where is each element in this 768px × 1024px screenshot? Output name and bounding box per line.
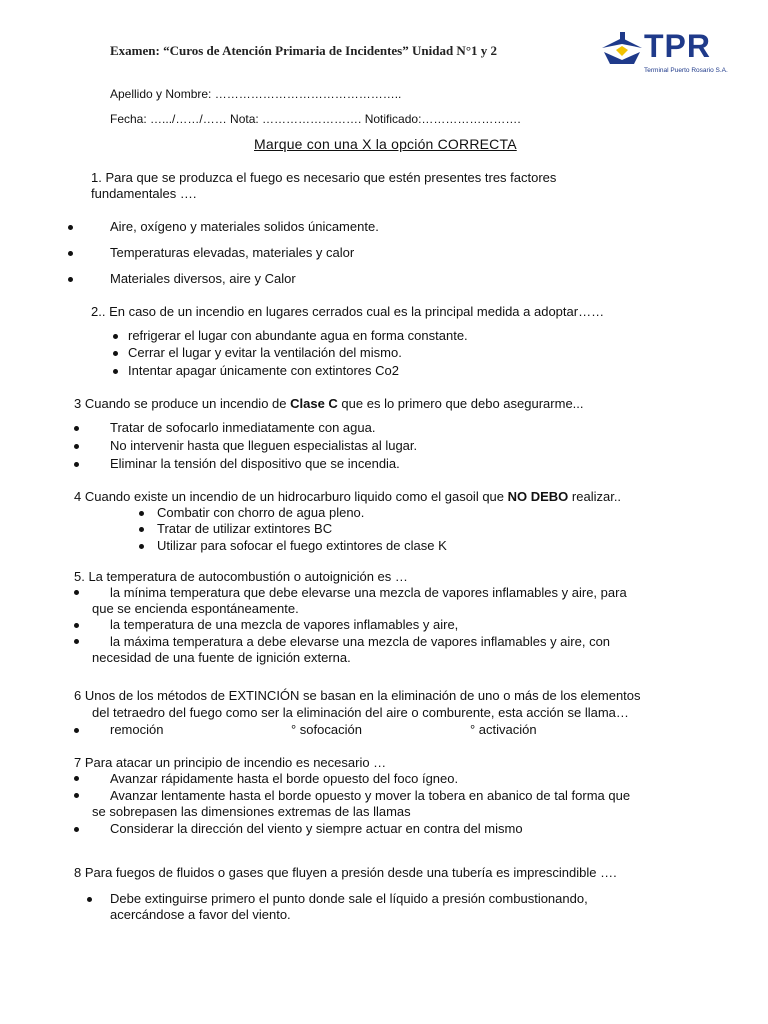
bullet-icon — [68, 251, 73, 256]
bullet-icon — [74, 793, 79, 798]
bullet-icon — [139, 527, 144, 532]
q1-opt-2: Temperaturas elevadas, materiales y calor — [110, 245, 355, 260]
q1-opt-1: Aire, oxígeno y materiales solidos únicamente. — [110, 219, 379, 234]
logo-wordmark: TPR — [644, 28, 711, 64]
q3-text — [74, 396, 584, 412]
bullet-icon — [74, 590, 79, 595]
instruction-title: Marque con una X la opción CORRECTA — [254, 136, 517, 152]
q3-text-bold: Clase C — [290, 396, 338, 411]
bullet-icon — [113, 334, 118, 339]
q4-text-pre: 4 Cuando existe un incendio de un hidrocarburo liquido como el gasoil que — [74, 489, 508, 504]
q5-opt-1-a: la mínima temperatura que debe elevarse una mezcla de vapores inflamables y aire, para — [110, 585, 627, 600]
bullet-icon — [139, 544, 144, 549]
q7-opt-2-a: Avanzar lentamente hasta el borde opuesto y mover la tobera en abanico de tal forma que — [110, 788, 631, 803]
bullet-icon — [74, 776, 79, 781]
tpr-logo — [598, 28, 728, 80]
q7-opt-2-b: se sobrepasen las dimensiones extremas de las llamas — [92, 804, 411, 819]
q6-text-b: del tetraedro del fuego como ser la eliminación del aire o comburente, esta acción se llama… — [92, 705, 629, 720]
q8-opt-1-b: acercándose a favor del viento. — [110, 907, 291, 922]
bullet-icon — [68, 277, 73, 282]
q4-text — [74, 489, 621, 505]
bullet-icon — [74, 623, 79, 628]
q4-opt-3: Utilizar para sofocar el fuego extintores de clase K — [157, 538, 447, 553]
q3-text-pre: 3 Cuando se produce un incendio de — [74, 396, 291, 411]
q5-text: 5. La temperatura de autocombustión o autoignición es … — [74, 569, 408, 584]
q2-text: 2.. En caso de un incendio en lugares cerrados cual es la principal medida a adoptar…… — [91, 304, 605, 319]
q4-text-bold: NO DEBO — [507, 489, 569, 504]
q8-text: 8 Para fuegos de fluidos o gases que fluyen a presión desde una tubería es imprescindible …. — [74, 865, 617, 880]
bullet-icon — [74, 827, 79, 832]
date-line: Fecha: ….../……/…… Nota: ……………………. Notificado:……………………. — [110, 112, 521, 126]
q5-opt-3-b: necesidad de una fuente de ignición externa. — [92, 650, 351, 665]
logo-subtitle: Terminal Puerto Rosario S.A. — [644, 67, 728, 74]
q7-opt-1: Avanzar rápidamente hasta el borde opuesto del foco ígneo. — [110, 771, 459, 786]
bullet-icon — [74, 639, 79, 644]
bullet-icon — [74, 462, 79, 467]
q7-text: 7 Para atacar un principio de incendio es necesario … — [74, 755, 387, 770]
name-line: Apellido y Nombre: ……………………………………….. — [110, 87, 402, 101]
q4-opt-1: Combatir con chorro de agua pleno. — [157, 505, 365, 520]
q1-text-b: fundamentales …. — [91, 186, 197, 201]
q2-opt-2: Cerrar el lugar y evitar la ventilación del mismo. — [128, 345, 402, 360]
q2-opt-3: Intentar apagar únicamente con extintores Co2 — [128, 363, 400, 378]
q3-opt-3: Eliminar la tensión del dispositivo que se incendia. — [110, 456, 400, 471]
q5-opt-1-b: que se encienda espontáneamente. — [92, 601, 299, 616]
q1-text-a: 1. Para que se produzca el fuego es necesario que estén presentes tres factores — [91, 170, 557, 185]
q4-text-post: realizar.. — [568, 489, 622, 504]
bullet-icon — [74, 444, 79, 449]
bullet-icon — [113, 369, 118, 374]
q3-text-post: que es lo primero que debo asegurarme... — [337, 396, 584, 411]
q6-opt-3: ° activación — [470, 722, 537, 737]
q1-opt-3: Materiales diversos, aire y Calor — [110, 271, 296, 286]
q3-opt-2: No intervenir hasta que lleguen especialistas al lugar. — [110, 438, 418, 453]
q4-opt-2: Tratar de utilizar extintores BC — [157, 521, 333, 536]
q6-opt-1: remoción — [110, 722, 164, 737]
bullet-icon — [74, 728, 79, 733]
exam-title: Examen: “Curos de Atención Primaria de Incidentes” Unidad N°1 y 2 — [110, 43, 498, 58]
bullet-icon — [74, 426, 79, 431]
q2-opt-1: refrigerar el lugar con abundante agua en forma constante. — [128, 328, 468, 343]
q7-opt-3: Considerar la dirección del viento y siempre actuar en contra del mismo — [110, 821, 523, 836]
bullet-icon — [139, 511, 144, 516]
q6-opt-2: ° sofocación — [291, 722, 362, 737]
q6-text-a: 6 Unos de los métodos de EXTINCIÓN se basan en la eliminación de uno o más de los elementos — [74, 688, 641, 703]
bullet-icon — [87, 897, 92, 902]
bullet-icon — [68, 225, 73, 230]
q8-opt-1-a: Debe extinguirse primero el punto donde sale el líquido a presión combustionando, — [110, 891, 588, 906]
bullet-icon — [113, 351, 118, 356]
q5-opt-3-a: la máxima temperatura a debe elevarse una mezcla de vapores inflamables y aire, con — [110, 634, 611, 649]
q5-opt-2: la temperatura de una mezcla de vapores inflamables y aire, — [110, 617, 459, 632]
q3-opt-1: Tratar de sofocarlo inmediatamente con agua. — [110, 420, 376, 435]
